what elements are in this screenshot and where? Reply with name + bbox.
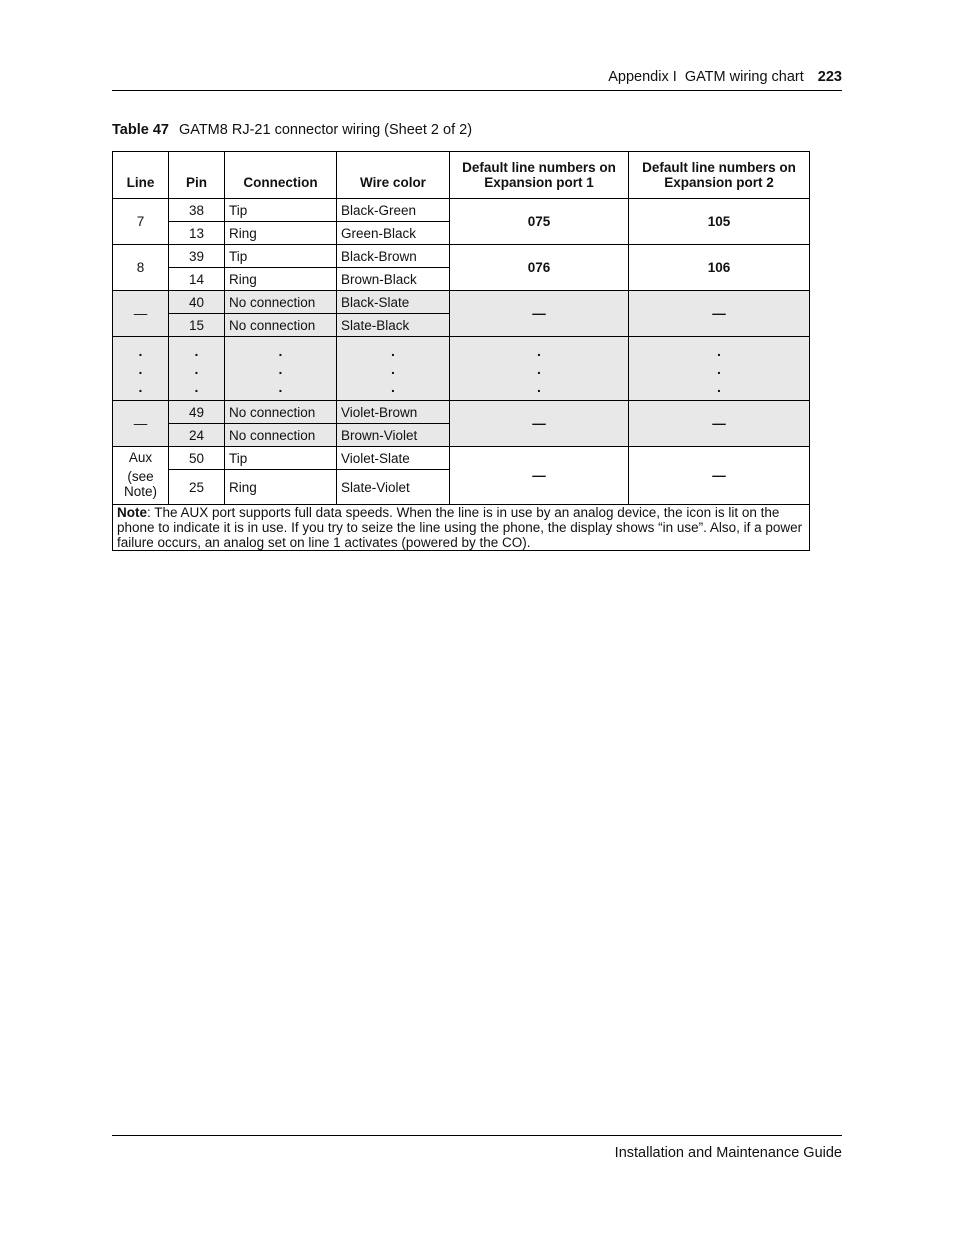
port1-cell: — bbox=[450, 401, 629, 447]
connection-cell: Tip bbox=[225, 245, 337, 268]
ellipsis-dot: . bbox=[717, 360, 721, 377]
page-footer bbox=[112, 1135, 842, 1161]
table-caption bbox=[112, 122, 472, 138]
line-note: (see Note) bbox=[123, 469, 157, 499]
wire-color-cell: Violet-Brown bbox=[337, 401, 450, 424]
line-cell: — bbox=[113, 291, 169, 337]
page-number: 223 bbox=[817, 69, 842, 85]
connection-cell: No connection bbox=[225, 291, 337, 314]
line-cell: 8 bbox=[113, 245, 169, 291]
wire-color-cell: Violet-Slate bbox=[337, 447, 450, 470]
port1-cell: 075 bbox=[450, 199, 629, 245]
ellipsis-dot: . bbox=[391, 378, 395, 395]
ellipsis-cell bbox=[225, 337, 337, 401]
pin-cell: 14 bbox=[169, 268, 225, 291]
column-header-connection: Connection bbox=[225, 152, 337, 199]
header-text bbox=[608, 69, 842, 85]
ellipsis-row bbox=[113, 337, 810, 401]
ellipsis-dot: . bbox=[537, 342, 541, 359]
pin-cell: 38 bbox=[169, 199, 225, 222]
table-row bbox=[113, 291, 810, 314]
wire-color-cell: Brown-Black bbox=[337, 268, 450, 291]
wire-color-cell: Brown-Violet bbox=[337, 424, 450, 447]
pin-cell: 40 bbox=[169, 291, 225, 314]
wiring-table bbox=[112, 151, 810, 551]
port1-cell: — bbox=[450, 291, 629, 337]
ellipsis-dot: . bbox=[138, 342, 143, 359]
ellipsis-dot: . bbox=[138, 360, 143, 377]
port2-cell: — bbox=[629, 447, 810, 505]
column-header-port2: Default line numbers on Expansion port 2 bbox=[629, 152, 810, 199]
port2-cell: — bbox=[629, 291, 810, 337]
pin-cell: 24 bbox=[169, 424, 225, 447]
column-header-pin: Pin bbox=[169, 152, 225, 199]
connection-cell: Ring bbox=[225, 470, 337, 505]
ellipsis-dot: . bbox=[138, 378, 143, 395]
pin-cell: 13 bbox=[169, 222, 225, 245]
port1-cell: 076 bbox=[450, 245, 629, 291]
ellipsis-dot: . bbox=[278, 378, 283, 395]
pin-cell: 39 bbox=[169, 245, 225, 268]
wire-color-cell: Black-Slate bbox=[337, 291, 450, 314]
table-row bbox=[113, 447, 810, 470]
ellipsis-cell bbox=[113, 337, 169, 401]
connection-cell: No connection bbox=[225, 314, 337, 337]
ellipsis-cell bbox=[337, 337, 450, 401]
line-cell: 7 bbox=[113, 199, 169, 245]
table-title: GATM8 RJ-21 connector wiring (Sheet 2 of 2) bbox=[178, 122, 473, 138]
note-label: Note bbox=[117, 505, 147, 520]
column-header-port1: Default line numbers on Expansion port 1 bbox=[450, 152, 629, 199]
connection-cell: Tip bbox=[225, 447, 337, 470]
connection-cell: Tip bbox=[225, 199, 337, 222]
ellipsis-dot: . bbox=[278, 360, 283, 377]
ellipsis-cell bbox=[450, 337, 629, 401]
ellipsis-dot: . bbox=[717, 378, 721, 395]
connection-cell: No connection bbox=[225, 424, 337, 447]
pin-cell: 50 bbox=[169, 447, 225, 470]
port2-cell: 105 bbox=[629, 199, 810, 245]
ellipsis-dot: . bbox=[391, 360, 395, 377]
column-header-line: Line bbox=[113, 152, 169, 199]
connection-cell: No connection bbox=[225, 401, 337, 424]
header-title: Appendix I GATM wiring chart bbox=[608, 69, 804, 85]
line-cell bbox=[113, 447, 169, 505]
ellipsis-dot: . bbox=[194, 360, 199, 377]
note-row bbox=[113, 505, 810, 551]
ellipsis-cell bbox=[629, 337, 810, 401]
table-row bbox=[113, 245, 810, 268]
port2-cell: — bbox=[629, 401, 810, 447]
page-header bbox=[112, 66, 842, 91]
port1-cell: — bbox=[450, 447, 629, 505]
line-label: Aux bbox=[128, 450, 153, 465]
ellipsis-dot: . bbox=[391, 342, 395, 359]
ellipsis-dot: . bbox=[717, 342, 721, 359]
ellipsis-dot: . bbox=[537, 378, 541, 395]
table-row bbox=[113, 401, 810, 424]
wire-color-cell: Black-Green bbox=[337, 199, 450, 222]
port2-cell: 106 bbox=[629, 245, 810, 291]
ellipsis-cell bbox=[169, 337, 225, 401]
header-row bbox=[113, 152, 810, 199]
pin-cell: 49 bbox=[169, 401, 225, 424]
note-cell bbox=[113, 505, 810, 551]
column-header-wire-color: Wire color bbox=[337, 152, 450, 199]
pin-cell: 15 bbox=[169, 314, 225, 337]
footer-text: Installation and Maintenance Guide bbox=[614, 1145, 842, 1161]
ellipsis-dot: . bbox=[194, 342, 199, 359]
ellipsis-dot: . bbox=[194, 378, 199, 395]
wire-color-cell: Slate-Violet bbox=[337, 470, 450, 505]
table-label: Table 47 bbox=[112, 122, 169, 138]
wire-color-cell: Green-Black bbox=[337, 222, 450, 245]
table-row bbox=[113, 199, 810, 222]
ellipsis-dot: . bbox=[537, 360, 541, 377]
connection-cell: Ring bbox=[225, 222, 337, 245]
connection-cell: Ring bbox=[225, 268, 337, 291]
ellipsis-dot: . bbox=[278, 342, 283, 359]
note-text: : The AUX port supports full data speeds. When the line is in use by an analog device, the icon is lit on the phone to indicate it is in use. If you try to seize the line using the phone, the display shows “in use”. Also, if a power failure occurs, an analog set on line 1 activates (powered by the CO). bbox=[117, 505, 803, 550]
wire-color-cell: Slate-Black bbox=[337, 314, 450, 337]
wire-color-cell: Black-Brown bbox=[337, 245, 450, 268]
pin-cell: 25 bbox=[169, 470, 225, 505]
line-cell: — bbox=[113, 401, 169, 447]
